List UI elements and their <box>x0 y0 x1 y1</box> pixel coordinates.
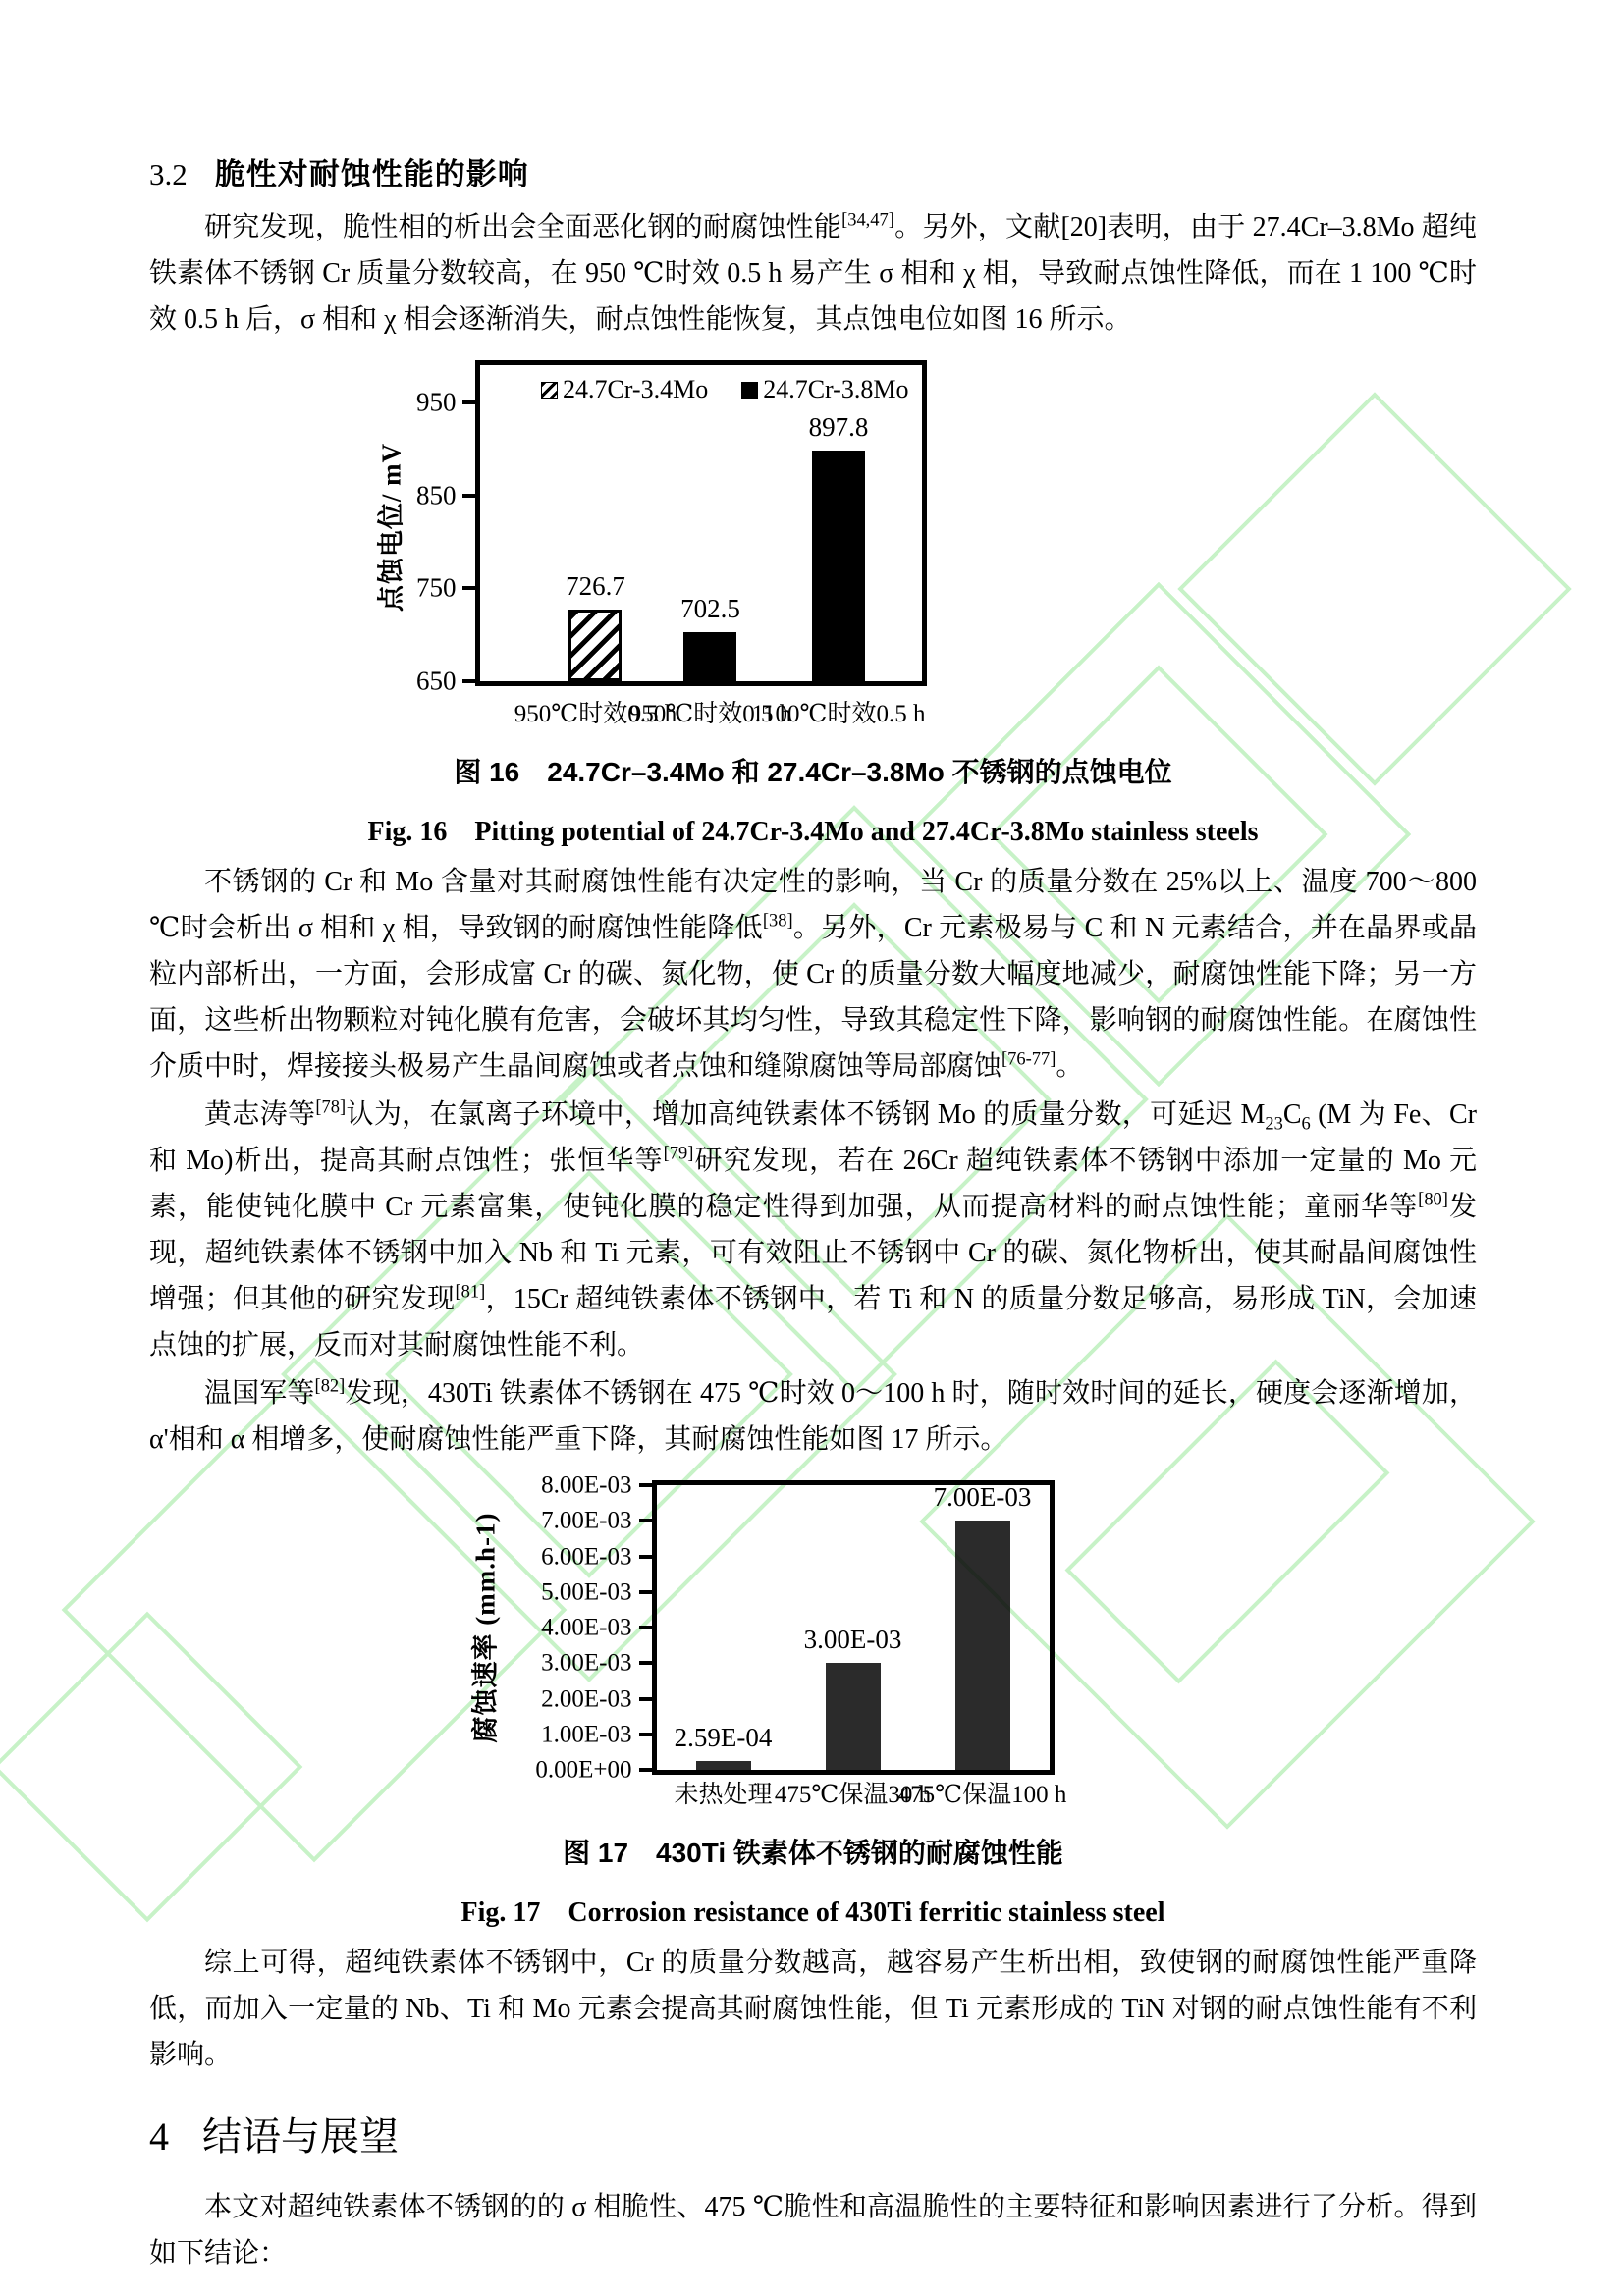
citation-ref: [34,47] <box>841 209 894 230</box>
y-tick-label: 750 <box>415 572 457 603</box>
y-tick-mark <box>639 1590 652 1594</box>
y-tick-mark <box>462 586 475 590</box>
section-number: 3.2 <box>149 157 188 191</box>
bar-value-label: 2.59E-04 <box>674 1722 773 1752</box>
text-run: 发现，430Ti 铁素体不锈钢在 475 ℃时效 0～100 h 时，随时效时间的延长，硬度会逐渐增加，α'相和 α 相增多，使耐腐蚀性能严重下降，其耐腐蚀性能如图 17 所示。 <box>149 1378 1477 1455</box>
fig16-caption-en: Fig. 16 Pitting potential of 24.7Cr-3.4Mo and 27.4Cr-3.8Mo stainless steels <box>367 817 1259 847</box>
paragraph-literature-review <box>149 1092 1477 1368</box>
y-tick-label: 3.00E-03 <box>541 1649 632 1677</box>
y-tick-label: 6.00E-03 <box>541 1543 632 1570</box>
text-run: 研究发现，脆性相的析出会全面恶化钢的耐腐蚀性能 <box>204 212 842 242</box>
x-category-label: 950℃时效0.5 h <box>628 701 792 727</box>
citation-ref: [82] <box>314 1375 346 1396</box>
bar-value-label: 3.00E-03 <box>803 1625 902 1655</box>
y-tick-mark <box>639 1555 652 1559</box>
y-tick-mark <box>639 1661 652 1665</box>
fig16-caption-cn: 图 16 24.7Cr–3.4Mo 和 27.4Cr–3.8Mo 不锈钢的点蚀电位 <box>454 757 1172 787</box>
bar-value-label: 702.5 <box>680 594 740 624</box>
section-title: 脆性对耐蚀性能的影响 <box>214 157 529 191</box>
figure-17 <box>460 1471 1165 1930</box>
text-run: ，15Cr 超纯铁素体不锈钢中，若 Ti 和 N 的质量分数足够高，易形成 TiN，会加速点蚀的扩展，反而对其耐腐蚀性能不利。 <box>149 1284 1477 1361</box>
paragraph-brittleness-intro <box>149 204 1477 343</box>
fig16-chart <box>367 360 1258 694</box>
text-run: 认为，在氯离子环境中，增加高纯铁素体不锈钢 Mo 的质量分数，可延迟 M <box>346 1099 1266 1130</box>
fig16-x-axis <box>480 694 926 737</box>
text-run: 发现，超纯铁素体不锈钢中加入 Nb 和 Ti 元素，可有效阻止不锈钢中 Cr 的碳、氮化物析出，使其耐晶间腐蚀性增强；但其他的研究发现 <box>149 1192 1477 1314</box>
legend-label: 24.7Cr-3.4Mo <box>562 375 709 403</box>
paragraph-cr-mo-effect <box>149 859 1477 1090</box>
y-tick-label: 4.00E-03 <box>541 1614 632 1641</box>
text-run: 。另外，文献[20]表明，由于 27.4Cr–3.8Mo 超纯铁素体不锈钢 Cr 质量分数较高，在 950 ℃时效 0.5 h 易产生 σ 相和 χ 相，导致耐点蚀性降低，而在 1 100 ℃时效 0.5 h 后，σ 相和 χ 相会逐渐消失，耐点蚀性能恢复，其点蚀电位如图 16 所示。 <box>149 212 1477 335</box>
y-tick-label: 7.00E-03 <box>541 1507 632 1534</box>
citation-ref: [76-77] <box>1001 1048 1056 1069</box>
fig17-y-axis <box>505 1471 652 1784</box>
y-tick-mark <box>639 1626 652 1629</box>
paragraph-430ti-aging <box>149 1370 1477 1463</box>
y-tick-mark <box>639 1768 652 1772</box>
text-run: 温国军等 <box>204 1378 315 1409</box>
fig16-legend <box>480 375 908 404</box>
subscript: 6 <box>1301 1113 1311 1134</box>
x-category-label: 未热处理 <box>674 1782 773 1808</box>
section-number: 4 <box>149 2114 169 2159</box>
text-run: 本文对超纯铁素体不锈钢的的 σ 相脆性、475 ℃脆性和高温脆性的主要特征和影响因素进行了分析。得到如下结论： <box>149 2192 1477 2269</box>
y-tick-mark <box>462 400 475 404</box>
fig17-y-axis-label <box>461 1480 505 1775</box>
fig17-chart <box>461 1471 1165 1784</box>
y-tick-mark <box>639 1519 652 1522</box>
subscript: 23 <box>1265 1113 1283 1134</box>
y-tick-label: 5.00E-03 <box>541 1578 632 1606</box>
y-tick-label: 2.00E-03 <box>541 1685 632 1712</box>
bar <box>568 610 622 681</box>
x-category-label: 1100℃时效0.5 h <box>751 701 926 727</box>
fig16-plot-area <box>475 360 927 686</box>
y-tick-mark <box>639 1483 652 1487</box>
fig17-plot-area <box>652 1480 1055 1775</box>
bar <box>683 632 736 681</box>
paragraph-summary <box>149 1940 1477 2078</box>
figure-16 <box>367 360 1258 849</box>
citation-ref: [78] <box>315 1096 347 1117</box>
y-tick-label: 8.00E-03 <box>541 1471 632 1499</box>
bar <box>955 1521 1010 1770</box>
fig16-y-axis <box>410 365 475 696</box>
fig16-y-axis-label <box>367 360 410 694</box>
citation-ref: [79] <box>663 1143 694 1163</box>
section-heading-3-2 <box>149 155 1477 194</box>
y-tick-mark <box>462 494 475 498</box>
y-tick-mark <box>639 1697 652 1701</box>
y-tick-label: 1.00E-03 <box>541 1721 632 1748</box>
legend-item <box>741 375 908 404</box>
text-run: 研究发现，若在 26Cr 超纯铁素体不锈钢中添加一定量的 Mo 元素，能使钝化膜中 Cr 元素富集，使钝化膜的稳定性得到加强，从而提高材料的耐点蚀性能；童丽华等 <box>149 1146 1477 1222</box>
citation-ref: [80] <box>1418 1189 1448 1209</box>
legend-marker-solid <box>741 382 758 399</box>
text-run: 。 <box>1056 1051 1084 1082</box>
x-category-label: 950℃时效0.5 h <box>514 701 677 727</box>
text-run: 不锈钢的 Cr 和 Mo 含量对其耐腐蚀性能有决定性的影响，当 Cr 的质量分数在 25%以上、温度 700～800 ℃时会析出 σ 相和 χ 相，导致钢的耐腐蚀性能降低 <box>149 867 1477 943</box>
section-title: 结语与展望 <box>202 2114 399 2159</box>
bar <box>812 451 865 681</box>
y-tick-mark <box>462 679 475 683</box>
x-category-label: 475℃保温30 h <box>774 1782 932 1808</box>
fig17-x-axis <box>657 1775 1067 1818</box>
fig17-caption-cn: 图 17 430Ti 铁素体不锈钢的耐腐蚀性能 <box>563 1838 1063 1868</box>
bar-value-label: 726.7 <box>566 571 625 602</box>
y-tick-label: 0.00E+00 <box>535 1756 632 1784</box>
paragraph-conclusion-intro <box>149 2184 1477 2276</box>
fig17-caption-en: Fig. 17 Corrosion resistance of 430Ti ferritic stainless steel <box>460 1897 1165 1928</box>
bar <box>826 1663 881 1770</box>
text-run: 黄志涛等 <box>204 1099 316 1130</box>
bar <box>696 1761 751 1770</box>
y-tick-label: 950 <box>415 387 457 417</box>
legend-marker-hatched <box>541 382 558 399</box>
y-tick-label: 650 <box>415 666 457 696</box>
text-run: 综上可得，超纯铁素体不锈钢中，Cr 的质量分数越高，越容易产生析出相，致使钢的耐腐蚀性能严重降低，而加入一定量的 Nb、Ti 和 Mo 元素会提高其耐腐蚀性能，但 Ti 元素形成的 TiN 对钢的耐点蚀性能有不利影响。 <box>149 1948 1477 2070</box>
y-tick-label: 850 <box>415 480 457 510</box>
bar-value-label: 7.00E-03 <box>933 1482 1032 1513</box>
fig17-y-axis-label-text: 腐蚀速率 (mm.h-1) <box>470 1512 500 1743</box>
legend-label: 24.7Cr-3.8Mo <box>763 375 909 403</box>
text-run: (M 为 Fe、Cr 和 Mo)析出，提高其耐点蚀性；张恒华等 <box>149 1099 1477 1176</box>
text-run: C <box>1282 1099 1302 1130</box>
fig16-y-axis-label-text: 点蚀电位/ mV <box>376 442 406 613</box>
citation-ref: [81] <box>455 1281 486 1302</box>
section-heading-4 <box>149 2111 1477 2163</box>
y-tick-mark <box>639 1733 652 1736</box>
x-category-label: 475℃保温100 h <box>897 1782 1067 1808</box>
bar-value-label: 897.8 <box>808 412 869 443</box>
citation-ref: [38] <box>762 910 793 931</box>
text-run: 。另外，Cr 元素极易与 C 和 N 元素结合，并在晶界或晶粒内部析出，一方面，会形成富 Cr 的碳、氮化物，使 Cr 的质量分数大幅度地减少，耐腐蚀性能下降；另一方面，这些析出物颗粒对钝化膜有危害，会破坏其均匀性，导致其稳定性下降，影响钢的耐腐蚀性能。在腐蚀性介质中时，焊接接头极易产生晶间腐蚀或者点蚀和缝隙腐蚀等局部腐蚀 <box>149 913 1477 1082</box>
legend-item <box>541 375 708 404</box>
